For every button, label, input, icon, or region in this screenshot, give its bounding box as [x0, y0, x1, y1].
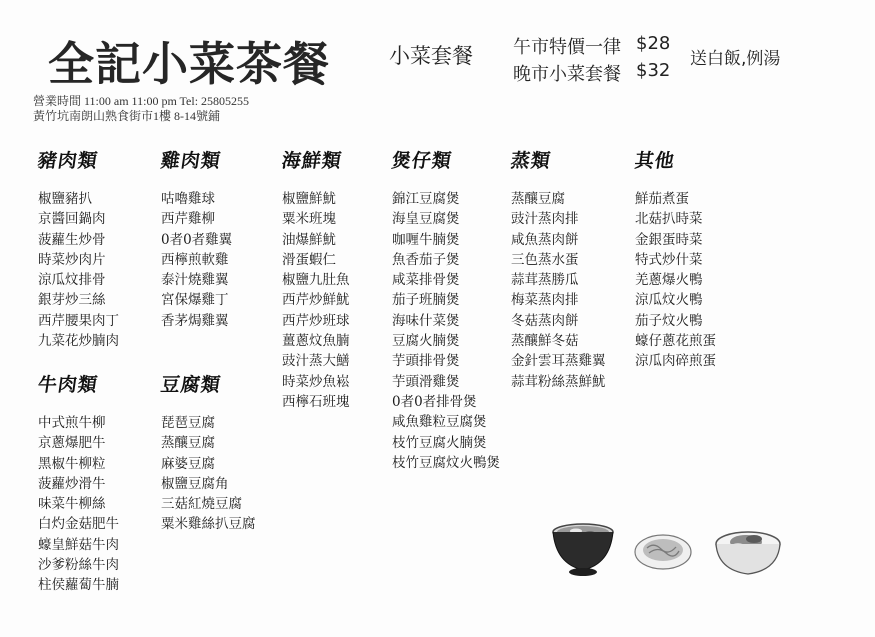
list-item: 三菇紅燒豆腐 [161, 496, 242, 513]
list-item: 椒鹽鮮魷 [282, 191, 336, 207]
list-item: 涼瓜肉碎煎蛋 [635, 353, 716, 370]
list-item: 宮保爆雞丁 [161, 292, 229, 309]
list-item: 芋頭滑雞煲 [392, 373, 460, 390]
list-item: 特式炒什菜 [635, 251, 703, 268]
list-item: 蒸釀豆腐 [161, 435, 215, 452]
list-item: 九菜花炒腩肉 [38, 333, 119, 350]
list-item: 海味什菜煲 [392, 312, 460, 329]
list-item: 梅菜蒸肉排 [511, 292, 579, 309]
list-item: 菠蘿炒滑牛 [38, 475, 106, 492]
list-item: 時菜炒魚崧 [282, 373, 350, 390]
list-item: 蠔仔蔥花煎蛋 [635, 333, 716, 350]
list-item: 粟米雞絲扒豆腐 [161, 516, 256, 533]
soup-bowl-image [553, 524, 613, 576]
business-hours: 營業時間 11:00 am 11:00 pm Tel: 25805255 [33, 94, 250, 108]
lunch-price-label: 午市特價一律 [513, 37, 621, 58]
list-item: 海皇豆腐煲 [392, 211, 460, 228]
list-item: 琵琶豆腐 [161, 415, 215, 431]
list-item: 0者0者排骨煲 [392, 393, 477, 410]
category-claypot [392, 146, 500, 473]
category-steamed [511, 146, 606, 392]
list-item: 西芹炒鮮魷 [282, 292, 350, 309]
list-item: 京蔥爆肥牛 [38, 435, 106, 452]
dish-list-tofu [161, 413, 256, 535]
dish-list-others [635, 189, 716, 372]
list-item: 枝竹豆腐火腩煲 [392, 434, 487, 451]
list-item: 西芹腰果肉丁 [38, 312, 119, 329]
list-item: 0者0者雞翼 [161, 231, 233, 248]
list-item: 柱侯蘿蔔牛腩 [38, 577, 119, 594]
list-item: 椒鹽豬扒 [38, 191, 92, 207]
list-item: 金針雲耳蒸雞翼 [511, 353, 606, 370]
list-item: 白灼金菇肥牛 [38, 516, 119, 533]
category-title-pork: 豬肉類 [36, 150, 100, 172]
list-item: 冬菇蒸肉餅 [511, 312, 579, 329]
list-item: 茄子炆火鴨 [635, 312, 703, 329]
dinner-price-label: 晚市小菜套餐 [513, 64, 621, 85]
list-item: 涼瓜炆排骨 [38, 272, 106, 289]
list-item: 粟米班塊 [282, 211, 336, 228]
category-tofu [161, 370, 256, 535]
rice-dish-image [716, 532, 780, 574]
food-photos [548, 520, 848, 580]
address: 黃竹坑南朗山熟食街市1樓 8-14號鋪 [33, 109, 220, 123]
category-others [635, 146, 716, 372]
dish-list-claypot [392, 189, 500, 473]
category-beef [38, 370, 119, 596]
list-item: 蒜茸粉絲蒸鮮魷 [511, 373, 606, 390]
list-item: 香茅焗雞翼 [161, 312, 229, 329]
list-item: 三色蒸水蛋 [511, 251, 579, 268]
list-item: 錦江豆腐煲 [392, 191, 460, 207]
list-item: 芋頭排骨煲 [392, 353, 460, 370]
category-title-steamed: 蒸類 [509, 150, 553, 172]
list-item: 黑椒牛柳粒 [38, 455, 106, 472]
dish-list-beef [38, 413, 119, 596]
list-item: 中式煎牛柳 [38, 415, 106, 431]
list-item: 茄子班腩煲 [392, 292, 460, 309]
list-item: 涼瓜炆火鴨 [635, 292, 703, 309]
list-item: 蒸釀鮮冬菇 [511, 333, 579, 350]
dinner-price-value: $32 [636, 60, 671, 81]
list-item: 西檸煎軟雞 [161, 251, 229, 268]
lunch-price-value: $28 [636, 33, 671, 54]
list-item: 時菜炒肉片 [38, 251, 106, 268]
category-chicken [161, 146, 232, 331]
restaurant-title: 全記小菜茶餐 [48, 37, 330, 91]
list-item: 油爆鮮魷 [282, 231, 336, 248]
list-item: 麻婆豆腐 [161, 455, 215, 472]
list-item: 西芹雞柳 [161, 211, 215, 228]
list-item: 枝竹豆腐炆火鴨煲 [392, 454, 500, 471]
list-item: 京醬回鍋肉 [38, 211, 106, 228]
category-seafood [282, 146, 350, 412]
list-item: 銀芽炒三絲 [38, 292, 106, 309]
list-item: 咸菜排骨煲 [392, 272, 460, 289]
list-item: 金銀蛋時菜 [635, 231, 703, 248]
list-item: 北菇扒時菜 [635, 211, 703, 228]
category-pork [38, 146, 119, 351]
list-item: 菠蘿生炒骨 [38, 231, 106, 248]
list-item: 咸魚雞粒豆腐煲 [392, 414, 487, 431]
category-title-seafood: 海鮮類 [280, 150, 344, 172]
list-item: 羌蔥爆火鴨 [635, 272, 703, 289]
dish-list-seafood [282, 189, 350, 412]
list-item: 薑蔥炆魚腩 [282, 333, 350, 350]
list-item: 沙爹粉絲牛肉 [38, 557, 119, 574]
list-item: 豆腐火腩煲 [392, 333, 460, 350]
set-note: 送白飯,例湯 [690, 49, 781, 69]
list-item: 咖喱牛腩煲 [392, 231, 460, 248]
set-menu-title: 小菜套餐 [389, 44, 473, 68]
list-item: 泰汁燒雞翼 [161, 272, 229, 289]
list-item: 咕嚕雞球 [161, 191, 215, 207]
list-item: 西檸石班塊 [282, 393, 350, 410]
category-title-claypot: 煲仔類 [390, 150, 454, 172]
dish-list-pork [38, 189, 119, 351]
dish-list-chicken [161, 189, 232, 331]
list-item: 味菜牛柳絲 [38, 496, 106, 513]
list-item: 鮮茄煮蛋 [635, 191, 689, 207]
category-title-tofu: 豆腐類 [159, 374, 223, 396]
list-item: 豉汁蒸肉排 [511, 211, 579, 228]
category-title-beef: 牛肉類 [36, 374, 100, 396]
list-item: 蒜茸蒸勝瓜 [511, 272, 579, 289]
category-title-chicken: 雞肉類 [159, 150, 223, 172]
list-item: 魚香茄子煲 [392, 251, 460, 268]
list-item: 咸魚蒸肉餅 [511, 231, 579, 248]
list-item: 蠔皇鮮菇牛肉 [38, 536, 119, 553]
category-title-others: 其他 [633, 150, 677, 172]
list-item: 滑蛋蝦仁 [282, 251, 336, 268]
list-item: 蒸釀豆腐 [511, 191, 565, 207]
dish-list-steamed [511, 189, 606, 392]
list-item: 西芹炒班球 [282, 312, 350, 329]
list-item: 椒鹽九肚魚 [282, 272, 350, 289]
noodle-plate-image [635, 535, 691, 569]
list-item: 椒鹽豆腐角 [161, 475, 229, 492]
list-item: 豉汁蒸大鱔 [282, 353, 350, 370]
